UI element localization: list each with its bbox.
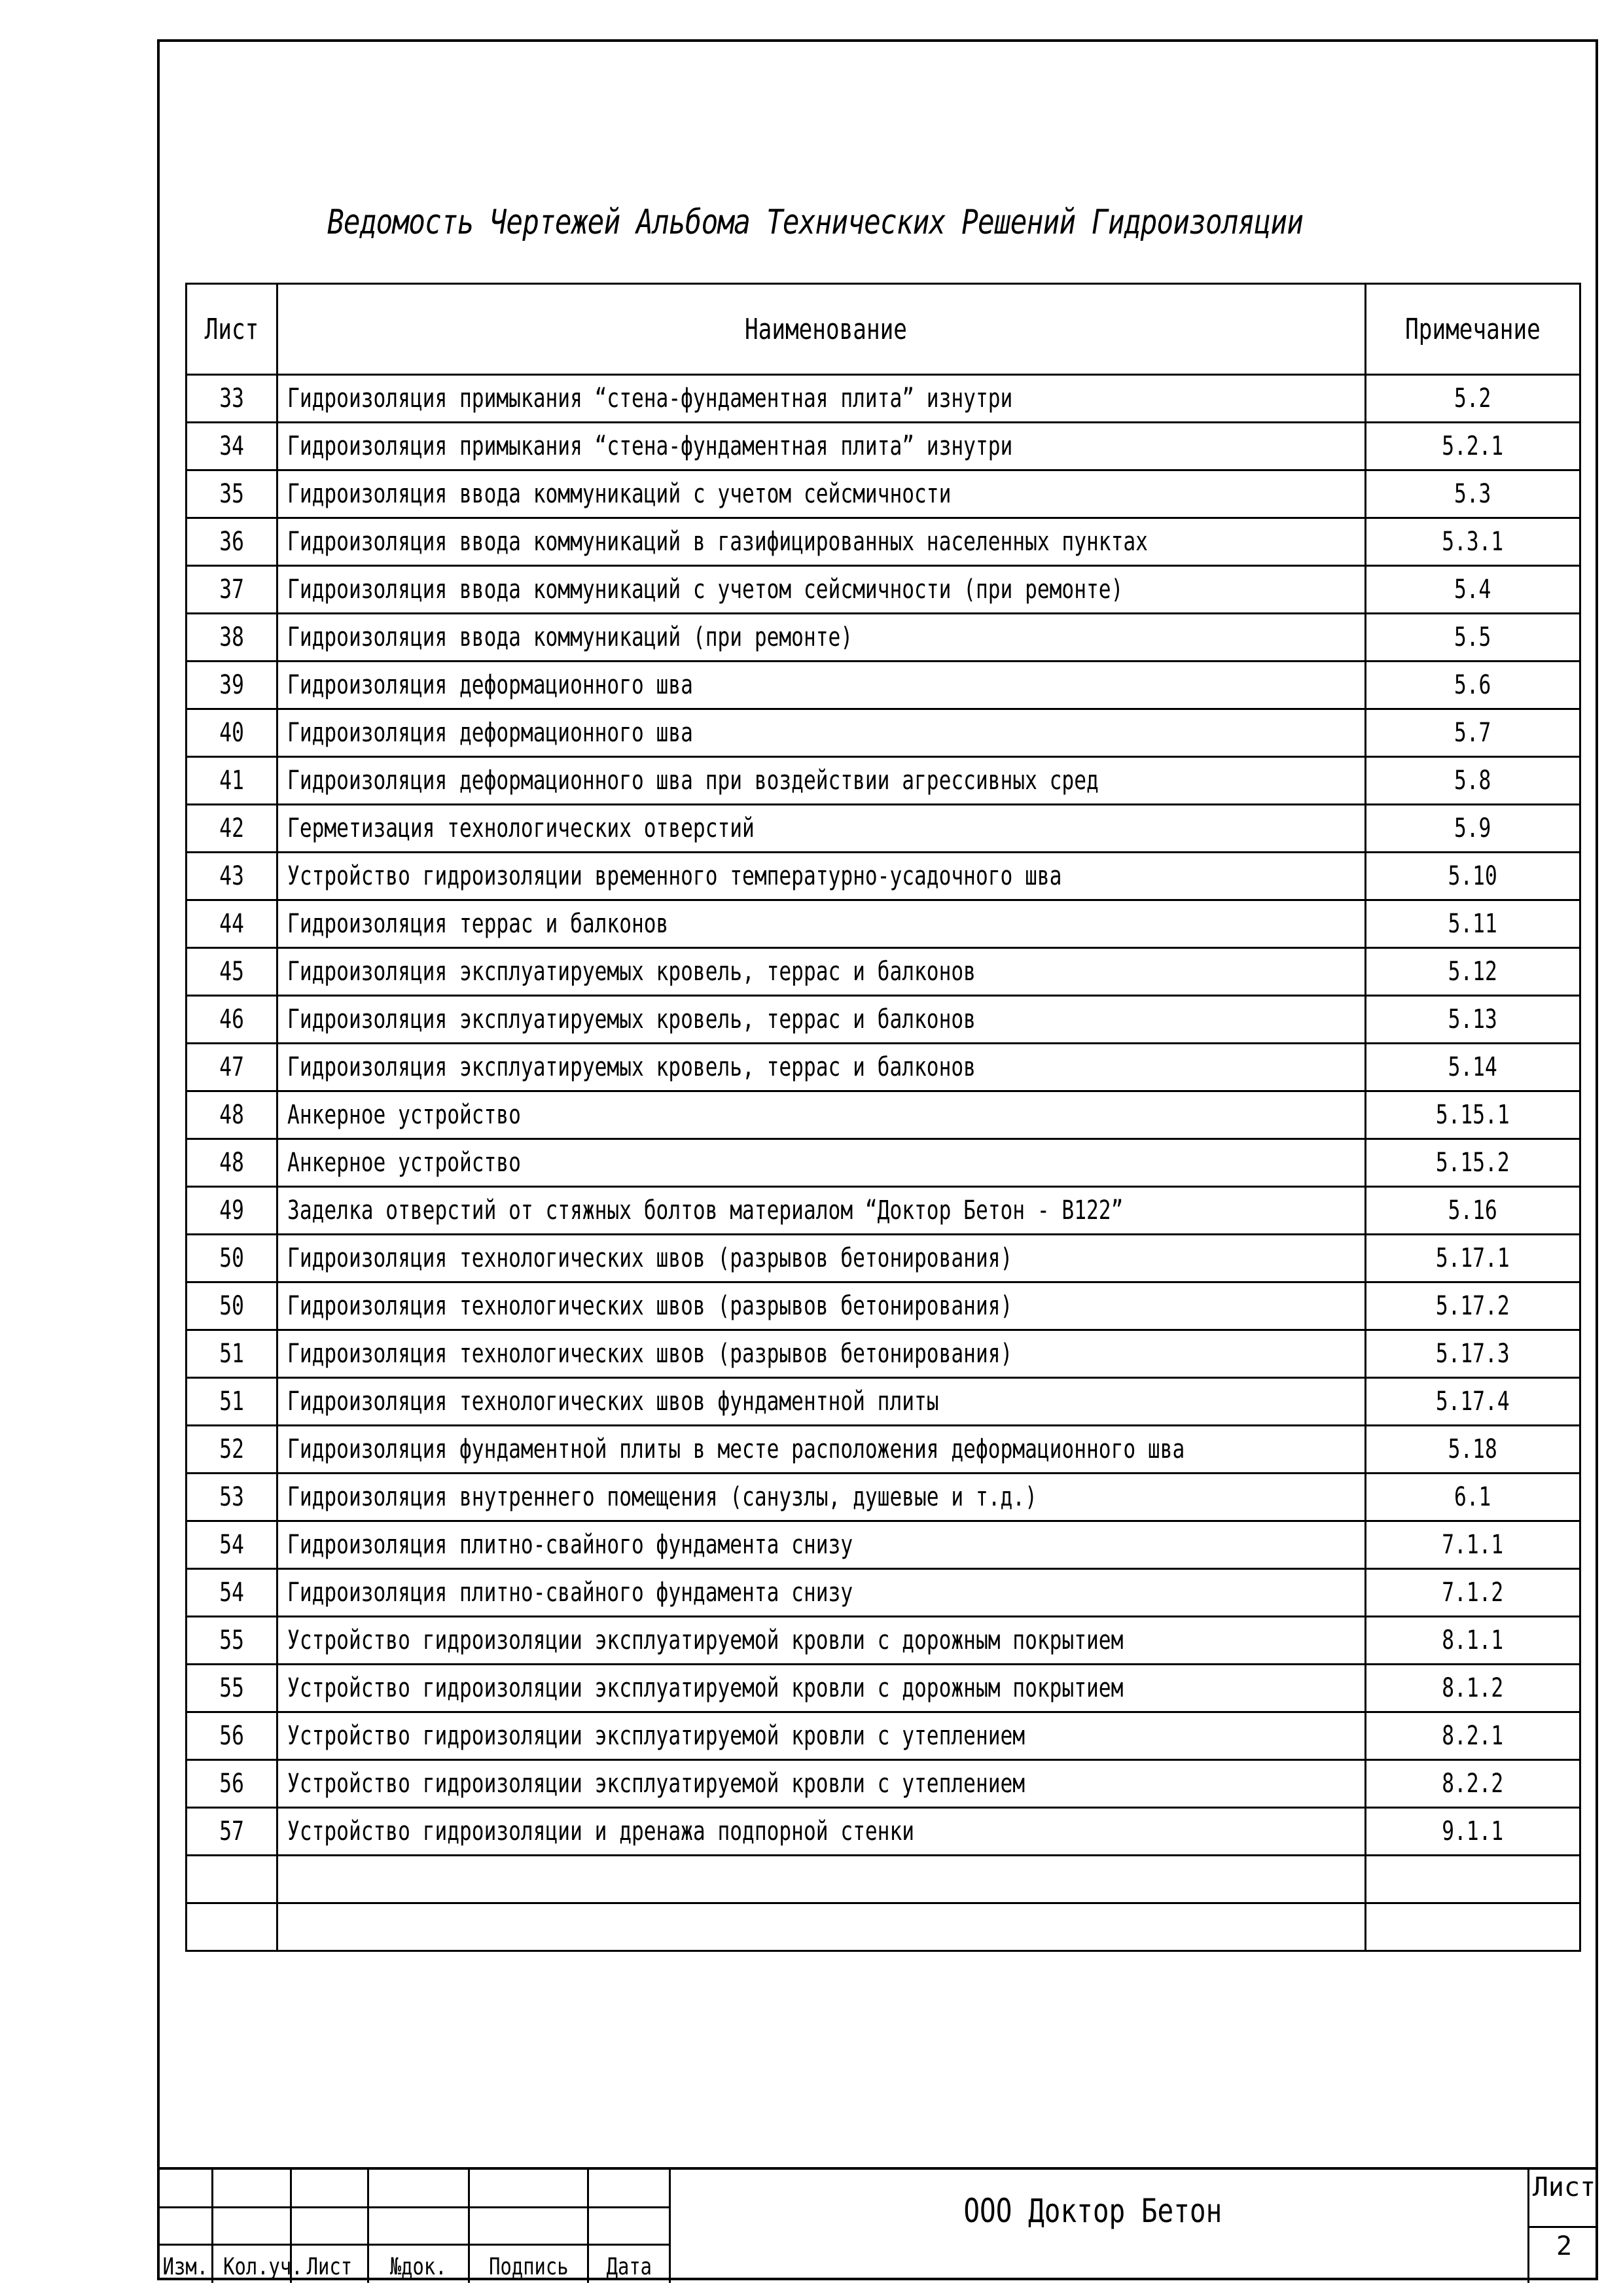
cell-name-text: Гидроизоляция плитно-свайного фундамента снизу [287, 1578, 853, 1608]
cell-note [1366, 1617, 1580, 1665]
table-row [187, 1521, 1580, 1569]
cell-note [1366, 470, 1580, 518]
table-row [187, 1235, 1580, 1282]
cell-sheet-text: 44 [219, 909, 244, 939]
cell-name [277, 1617, 1366, 1665]
cell-name [277, 1665, 1366, 1712]
cell-note-text: 5.2.1 [1442, 431, 1504, 461]
cell-name-text: Гидроизоляция плитно-свайного фундамента снизу [287, 1530, 853, 1560]
cell-note-text: 8.2.2 [1442, 1769, 1504, 1799]
table-row [187, 1903, 1580, 1951]
cell-sheet [187, 375, 277, 423]
cell-sheet-text: 45 [219, 957, 244, 987]
cell-note-text: 8.1.1 [1442, 1625, 1504, 1655]
cell-name-text: Гидроизоляция примыкания “стена-фундаментная плита” изнутри [287, 431, 1013, 461]
cell-sheet-text: 33 [219, 383, 244, 414]
table-row [187, 757, 1580, 805]
cell-sheet-text: 39 [219, 670, 244, 700]
cell-note [1366, 1330, 1580, 1378]
cell-note [1366, 996, 1580, 1044]
cell-note [1366, 900, 1580, 948]
cell-name [277, 375, 1366, 423]
cell-sheet [187, 805, 277, 853]
cell-note [1366, 566, 1580, 614]
cell-note-text: 5.3 [1454, 479, 1491, 509]
header-name [277, 284, 1366, 375]
cell-note [1366, 805, 1580, 853]
cell-sheet [187, 1760, 277, 1808]
cell-note-text: 7.1.1 [1442, 1530, 1504, 1560]
stamp-label-izm: Изм. [162, 2253, 209, 2280]
cell-sheet [187, 1569, 277, 1617]
stamp-label-koluch: Кол.уч. [223, 2253, 303, 2280]
header-note [1366, 284, 1580, 375]
cell-note [1366, 757, 1580, 805]
cell-sheet-text: 54 [219, 1530, 244, 1560]
table-row [187, 1856, 1580, 1903]
table-row [187, 1712, 1580, 1760]
table-row [187, 423, 1580, 470]
header-sheet-label: Лист [204, 312, 259, 346]
cell-name-text: Гидроизоляция террас и балконов [287, 909, 669, 939]
cell-sheet [187, 1091, 277, 1139]
table-row [187, 1474, 1580, 1521]
cell-note-text: 5.16 [1448, 1195, 1498, 1226]
cell-name [277, 900, 1366, 948]
cell-name [277, 566, 1366, 614]
cell-sheet-text: 34 [219, 431, 244, 461]
table-row [187, 375, 1580, 423]
table-row [187, 470, 1580, 518]
table-row [187, 1426, 1580, 1474]
cell-name [277, 1808, 1366, 1856]
stamp-cell-list [292, 2170, 369, 2283]
cell-name-text: Герметизация технологических отверстий [287, 813, 755, 843]
table-row [187, 900, 1580, 948]
cell-note-text: 5.4 [1454, 574, 1491, 605]
table-row [187, 1187, 1580, 1235]
table-row [187, 1091, 1580, 1139]
cell-sheet [187, 853, 277, 900]
cell-name [277, 1235, 1366, 1282]
cell-note-text: 5.2 [1454, 383, 1491, 414]
cell-note-text: 5.17.1 [1436, 1243, 1510, 1273]
cell-note-text: 5.17.2 [1436, 1291, 1510, 1321]
cell-sheet-text: 51 [219, 1386, 244, 1417]
cell-sheet-text: 41 [219, 766, 244, 796]
cell-sheet-text: 56 [219, 1721, 244, 1751]
cell-note [1366, 1187, 1580, 1235]
cell-sheet-text: 37 [219, 574, 244, 605]
stamp-cell-podpis [470, 2170, 589, 2283]
cell-note [1366, 1903, 1580, 1951]
cell-name-text: Устройство гидроизоляции и дренажа подпорной стенки [287, 1816, 915, 1846]
cell-note-text: 5.17.4 [1436, 1386, 1510, 1417]
cell-note-text: 5.13 [1448, 1004, 1498, 1034]
cell-note [1366, 423, 1580, 470]
cell-sheet-text: 40 [219, 718, 244, 748]
cell-note-text: 9.1.1 [1442, 1816, 1504, 1846]
cell-sheet [187, 1808, 277, 1856]
cell-note [1366, 1044, 1580, 1091]
table-row [187, 1282, 1580, 1330]
table-row [187, 566, 1580, 614]
table-header-row [187, 284, 1580, 375]
cell-sheet [187, 1856, 277, 1903]
cell-name [277, 948, 1366, 996]
company-name-text: ООО Доктор Бетон [963, 2192, 1222, 2230]
cell-name-text: Устройство гидроизоляции эксплуатируемой кровли с утеплением [287, 1769, 1026, 1799]
cell-note [1366, 1474, 1580, 1521]
cell-name-text: Гидроизоляция деформационного шва [287, 670, 693, 700]
cell-name [277, 423, 1366, 470]
cell-note [1366, 375, 1580, 423]
company-name [654, 2192, 1531, 2230]
table-row [187, 662, 1580, 709]
cell-note [1366, 1521, 1580, 1569]
table-row [187, 853, 1580, 900]
cell-note [1366, 518, 1580, 566]
cell-sheet [187, 470, 277, 518]
cell-name [277, 518, 1366, 566]
cell-note-text: 6.1 [1454, 1482, 1491, 1512]
table-row [187, 1378, 1580, 1426]
cell-sheet-text: 52 [219, 1434, 244, 1464]
header-note-label: Примечание [1405, 312, 1541, 346]
cell-sheet-text: 43 [219, 861, 244, 891]
cell-sheet [187, 1139, 277, 1187]
cell-sheet-text: 57 [219, 1816, 244, 1846]
cell-name-text: Гидроизоляция ввода коммуникаций с учетом сейсмичности (при ремонте) [287, 574, 1124, 605]
cell-sheet [187, 423, 277, 470]
cell-name [277, 853, 1366, 900]
table-row [187, 1569, 1580, 1617]
stamp-label-podpis: Подпись [488, 2253, 569, 2280]
cell-note [1366, 1808, 1580, 1856]
cell-name [277, 1903, 1366, 1951]
cell-name-text: Гидроизоляция эксплуатируемых кровель, террас и балконов [287, 1052, 976, 1082]
cell-sheet [187, 948, 277, 996]
cell-name [277, 1521, 1366, 1569]
cell-name-text: Гидроизоляция эксплуатируемых кровель, террас и балконов [287, 957, 976, 987]
cell-note-text: 5.6 [1454, 670, 1491, 700]
cell-name-text: Устройство гидроизоляции эксплуатируемой кровли с утеплением [287, 1721, 1026, 1751]
cell-name [277, 662, 1366, 709]
stamp-label-ndok: №док. [390, 2253, 447, 2280]
cell-sheet-text: 36 [219, 527, 244, 557]
cell-name [277, 1139, 1366, 1187]
cell-name [277, 1426, 1366, 1474]
stamp-label-data: Дата [606, 2253, 652, 2280]
cell-name-text: Гидроизоляция ввода коммуникаций (при ремонте) [287, 622, 853, 652]
cell-sheet [187, 1426, 277, 1474]
cell-note-text: 5.15.2 [1436, 1148, 1510, 1178]
cell-sheet [187, 1282, 277, 1330]
header-name-label: Наименование [745, 312, 907, 346]
table-row [187, 1665, 1580, 1712]
cell-sheet-text: 55 [219, 1625, 244, 1655]
cell-sheet-text: 55 [219, 1673, 244, 1703]
cell-sheet [187, 566, 277, 614]
cell-note-text: 5.3.1 [1442, 527, 1504, 557]
cell-sheet-text: 46 [219, 1004, 244, 1034]
cell-note [1366, 1378, 1580, 1426]
cell-name-text: Гидроизоляция эксплуатируемых кровель, террас и балконов [287, 1004, 976, 1034]
cell-sheet-text: 50 [219, 1291, 244, 1321]
cell-note [1366, 1282, 1580, 1330]
table-row [187, 1139, 1580, 1187]
cell-sheet [187, 518, 277, 566]
cell-sheet [187, 1187, 277, 1235]
cell-sheet [187, 1044, 277, 1091]
cell-name-text: Заделка отверстий от стяжных болтов материалом “Доктор Бетон - В122” [287, 1195, 1124, 1226]
cell-name-text: Гидроизоляция деформационного шва при воздействии агрессивных сред [287, 766, 1099, 796]
cell-sheet [187, 662, 277, 709]
cell-note [1366, 853, 1580, 900]
cell-name-text: Гидроизоляция внутреннего помещения (санузлы, душевые и т.д.) [287, 1482, 1037, 1512]
cell-name [277, 1091, 1366, 1139]
drawings-register-table [185, 283, 1581, 1952]
cell-name-text: Гидроизоляция технологических швов (разрывов бетонирования) [287, 1243, 1013, 1273]
header-sheet [187, 284, 277, 375]
cell-sheet [187, 900, 277, 948]
cell-note-text: 7.1.2 [1442, 1578, 1504, 1608]
cell-sheet-text: 50 [219, 1243, 244, 1273]
cell-name [277, 757, 1366, 805]
table-row [187, 518, 1580, 566]
cell-sheet [187, 1330, 277, 1378]
cell-name-text: Устройство гидроизоляции эксплуатируемой кровли с дорожным покрытием [287, 1625, 1124, 1655]
cell-note-text: 5.5 [1454, 622, 1491, 652]
stamp-cell-ndok [369, 2170, 470, 2283]
cell-note-text: 8.2.1 [1442, 1721, 1504, 1751]
stamp-sheet-number: 2 [1556, 2231, 1573, 2261]
cell-note-text: 5.10 [1448, 861, 1498, 891]
cell-name [277, 1282, 1366, 1330]
cell-name-text: Анкерное устройство [287, 1148, 521, 1178]
stamp-cell-izm [157, 2170, 213, 2283]
cell-name [277, 1856, 1366, 1903]
cell-note [1366, 1856, 1580, 1903]
cell-name [277, 1330, 1366, 1378]
cell-name-text: Гидроизоляция технологических швов (разрывов бетонирования) [287, 1291, 1013, 1321]
cell-sheet-text: 48 [219, 1148, 244, 1178]
cell-name-text: Гидроизоляция фундаментной плиты в месте расположения деформационного шва [287, 1434, 1185, 1464]
cell-sheet [187, 1474, 277, 1521]
stamp-label-list: Лист [306, 2253, 353, 2280]
cell-sheet-text: 49 [219, 1195, 244, 1226]
cell-sheet-text: 56 [219, 1769, 244, 1799]
cell-note [1366, 614, 1580, 662]
cell-sheet-text: 51 [219, 1339, 244, 1369]
cell-name-text: Гидроизоляция ввода коммуникаций с учетом сейсмичности [287, 479, 952, 509]
cell-note-text: 8.1.2 [1442, 1673, 1504, 1703]
cell-sheet-text: 54 [219, 1578, 244, 1608]
cell-note [1366, 1139, 1580, 1187]
cell-note [1366, 1426, 1580, 1474]
cell-name-text: Гидроизоляция технологических швов (разрывов бетонирования) [287, 1339, 1013, 1369]
cell-note-text: 5.8 [1454, 766, 1491, 796]
cell-note [1366, 1665, 1580, 1712]
cell-name-text: Устройство гидроизоляции временного температурно-усадочного шва [287, 861, 1062, 891]
cell-note-text: 5.9 [1454, 813, 1491, 843]
cell-sheet-text: 35 [219, 479, 244, 509]
cell-note-text: 5.18 [1448, 1434, 1498, 1464]
cell-name-text: Гидроизоляция примыкания “стена-фундаментная плита” изнутри [287, 383, 1013, 414]
table-row [187, 1808, 1580, 1856]
table-row [187, 1044, 1580, 1091]
cell-note-text: 5.17.3 [1436, 1339, 1510, 1369]
cell-name-text: Устройство гидроизоляции эксплуатируемой кровли с дорожным покрытием [287, 1673, 1124, 1703]
cell-sheet [187, 1712, 277, 1760]
cell-note-text: 5.11 [1448, 909, 1498, 939]
cell-note [1366, 1712, 1580, 1760]
cell-name [277, 1712, 1366, 1760]
stamp-sheet-line [1527, 2226, 1598, 2228]
cell-sheet [187, 1617, 277, 1665]
cell-name-text: Гидроизоляция деформационного шва [287, 718, 693, 748]
table-row [187, 709, 1580, 757]
cell-name-text: Анкерное устройство [287, 1100, 521, 1130]
cell-name [277, 614, 1366, 662]
cell-sheet [187, 614, 277, 662]
cell-sheet [187, 757, 277, 805]
cell-sheet [187, 1235, 277, 1282]
cell-sheet-text: 48 [219, 1100, 244, 1130]
table-row [187, 1760, 1580, 1808]
stamp-cell-koluch [213, 2170, 303, 2283]
cell-note-text: 5.15.1 [1436, 1100, 1510, 1130]
cell-sheet [187, 1521, 277, 1569]
table-row [187, 948, 1580, 996]
cell-note [1366, 1091, 1580, 1139]
cell-note [1366, 1235, 1580, 1282]
cell-note-text: 5.7 [1454, 718, 1491, 748]
cell-note [1366, 948, 1580, 996]
cell-sheet-text: 47 [219, 1052, 244, 1082]
cell-sheet-text: 38 [219, 622, 244, 652]
table-row [187, 805, 1580, 853]
cell-name-text: Гидроизоляция ввода коммуникаций в газифицированных населенных пунктах [287, 527, 1148, 557]
cell-name [277, 996, 1366, 1044]
cell-sheet-text: 53 [219, 1482, 244, 1512]
cell-sheet [187, 1903, 277, 1951]
cell-note [1366, 1760, 1580, 1808]
cell-note [1366, 662, 1580, 709]
cell-name [277, 1760, 1366, 1808]
cell-name [277, 470, 1366, 518]
cell-sheet [187, 1378, 277, 1426]
cell-note [1366, 709, 1580, 757]
cell-sheet-text: 42 [219, 813, 244, 843]
cell-name [277, 1569, 1366, 1617]
table-row [187, 614, 1580, 662]
cell-note-text: 5.12 [1448, 957, 1498, 987]
table-row [187, 1330, 1580, 1378]
stamp-sheet-label: Лист [1532, 2172, 1596, 2202]
cell-name [277, 709, 1366, 757]
table-row [187, 996, 1580, 1044]
cell-sheet [187, 1665, 277, 1712]
page-title: Ведомость Чертежей Альбома Технических Решений Гидроизоляции [327, 203, 1304, 242]
cell-name [277, 1378, 1366, 1426]
cell-name [277, 1474, 1366, 1521]
cell-name [277, 1187, 1366, 1235]
table-row [187, 1617, 1580, 1665]
cell-name [277, 1044, 1366, 1091]
cell-note [1366, 1569, 1580, 1617]
cell-sheet [187, 709, 277, 757]
cell-name-text: Гидроизоляция технологических швов фундаментной плиты [287, 1386, 939, 1417]
cell-note-text: 5.14 [1448, 1052, 1498, 1082]
cell-sheet [187, 996, 277, 1044]
cell-name [277, 805, 1366, 853]
